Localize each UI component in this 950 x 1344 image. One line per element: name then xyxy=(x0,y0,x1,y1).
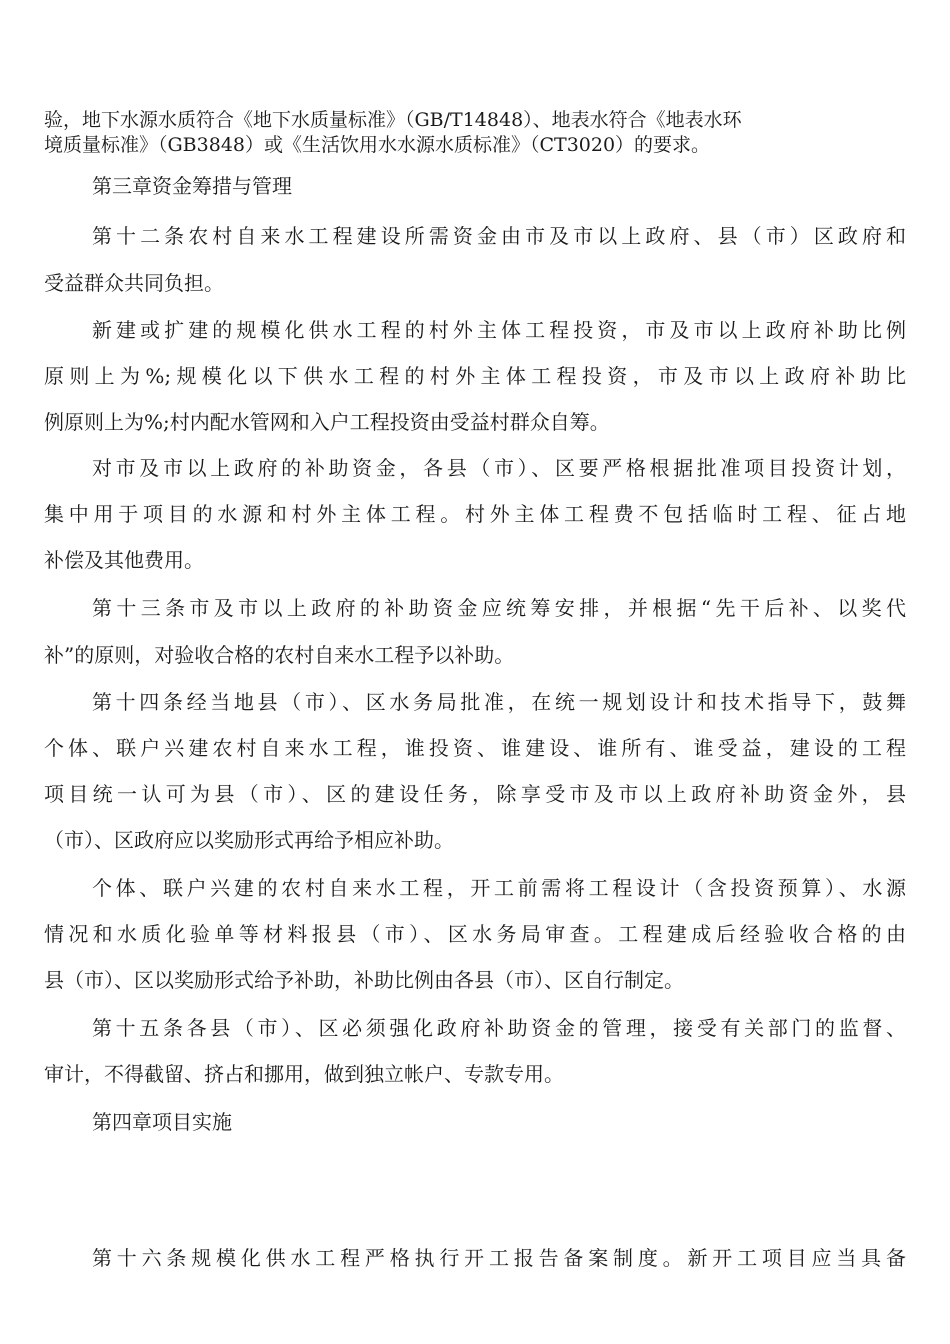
text-line: 第十二条农村自来水工程建设所需资金由市及市以上政府、县（市）区政府和 xyxy=(92,224,906,248)
text-line: 第十六条规模化供水工程严格执行开工报告备案制度。新开工项目应当具备 xyxy=(92,1246,906,1270)
text-line: 第十五条各县（市）、区必须强化政府补助资金的管理，接受有关部门的监督、 xyxy=(92,1016,906,1040)
text-line: 例原则上为%;村内配水管网和入户工程投资由受益村群众自筹。 xyxy=(44,410,610,434)
text-line: 原则上为%;规模化以下供水工程的村外主体工程投资，市及市以上政府补助比 xyxy=(44,364,906,388)
text-line: 情况和水质化验单等材料报县（市）、区水务局审查。工程建成后经验收合格的由 xyxy=(44,922,906,946)
text-line: 补”的原则，对验收合格的农村自来水工程予以补助。 xyxy=(44,643,515,667)
text-line: 县（市）、区以奖励形式给予补助，补助比例由各县（市）、区自行制定。 xyxy=(44,968,684,992)
text-line: 第十三条市及市以上政府的补助资金应统筹安排，并根据“先干后补、以奖代 xyxy=(92,596,906,620)
text-line: 个体、联户兴建的农村自来水工程，开工前需将工程设计（含投资预算）、水源 xyxy=(92,876,906,900)
chapter-heading: 第三章资金筹措与管理 xyxy=(92,174,292,198)
text-line: 审计，不得截留、挤占和挪用，做到独立帐户、专款专用。 xyxy=(44,1062,564,1086)
text-line: 个体、联户兴建农村自来水工程，谁投资、谁建设、谁所有、谁受益，建设的工程 xyxy=(44,736,906,760)
text-line: 对市及市以上政府的补助资金，各县（市）、区要严格根据批准项目投资计划， xyxy=(92,456,906,480)
text-line: 新建或扩建的规模化供水工程的村外主体工程投资，市及市以上政府补助比例 xyxy=(92,318,906,342)
text-line: 集中用于项目的水源和村外主体工程。村外主体工程费不包括临时工程、征占地 xyxy=(44,502,906,526)
chapter-heading: 第四章项目实施 xyxy=(92,1110,232,1134)
text-line: 境质量标准》（GB3848）或《生活饮用水水源水质标准》（CT3020）的要求。 xyxy=(44,134,711,156)
text-line: （市）、区政府应以奖励形式再给予相应补助。 xyxy=(44,828,454,852)
text-line: 补偿及其他费用。 xyxy=(44,548,204,572)
text-line: 验，地下水源水质符合《地下水质量标准》（GB/T14848）、地表水符合《地表水环 xyxy=(44,109,742,131)
text-line: 第十四条经当地县（市）、区水务局批准，在统一规划设计和技术指导下，鼓舞 xyxy=(92,690,906,714)
text-line: 受益群众共同负担。 xyxy=(44,271,224,295)
text-line: 项目统一认可为县（市）、区的建设任务，除享受市及市以上政府补助资金外，县 xyxy=(44,782,906,806)
